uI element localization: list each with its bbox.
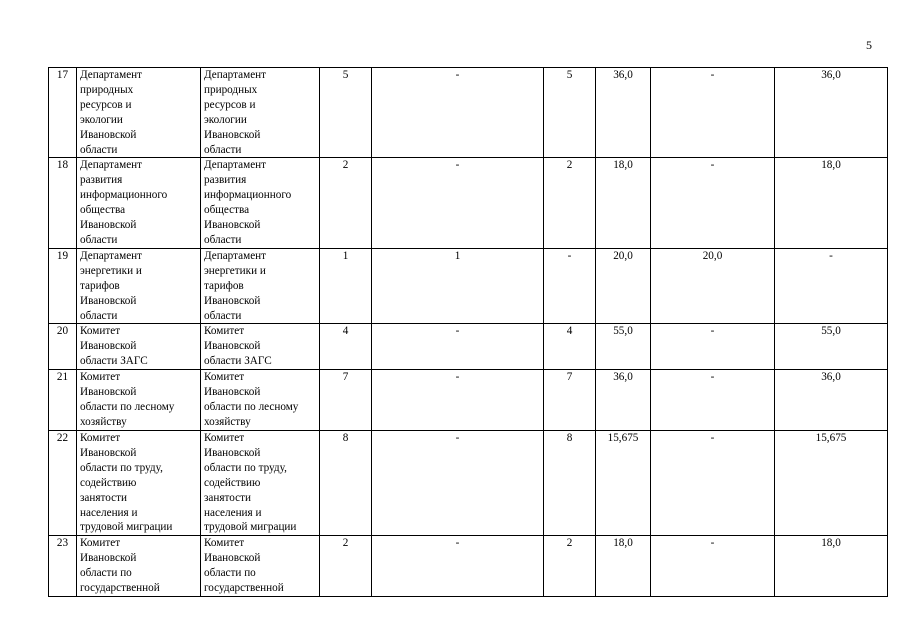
value-cell: - [372,370,544,431]
value-cell: 36,0 [775,68,888,158]
value-cell: 2 [544,158,596,248]
table-row [49,68,888,158]
authority-name: Департамент природных ресурсов и экологии Ивановской области [77,68,201,158]
value-cell: - [651,370,775,431]
value-cell: - [651,68,775,158]
value-cell: 36,0 [775,370,888,431]
value-cell: - [372,324,544,370]
table-row [49,536,888,597]
authority-name: Комитет Ивановской области по лесному хозяйству [77,370,201,431]
table-row [49,370,888,431]
page-number: 5 [866,38,872,52]
value-cell: 18,0 [596,536,651,597]
value-cell: 7 [544,370,596,431]
value-cell: 36,0 [596,370,651,431]
authority-name-recipient: Департамент природных ресурсов и экологии Ивановской области [201,68,320,158]
value-cell: 7 [320,370,372,431]
table-row [49,158,888,248]
authority-name-recipient: Комитет Ивановской области ЗАГС [201,324,320,370]
value-cell: 55,0 [596,324,651,370]
row-number: 23 [49,536,77,597]
value-cell: 18,0 [775,536,888,597]
value-cell: 4 [544,324,596,370]
authority-name: Департамент энергетики и тарифов Ивановской области [77,248,201,324]
value-cell: - [651,431,775,536]
value-cell: - [775,248,888,324]
value-cell: - [651,536,775,597]
value-cell: 5 [320,68,372,158]
authority-name: Комитет Ивановской области по государственной [77,536,201,597]
row-number: 18 [49,158,77,248]
authority-name-recipient: Департамент энергетики и тарифов Ивановской области [201,248,320,324]
table-row [49,324,888,370]
value-cell: - [372,431,544,536]
value-cell: 4 [320,324,372,370]
value-cell: 8 [544,431,596,536]
value-cell: 2 [320,158,372,248]
value-cell: - [651,324,775,370]
authority-name: Департамент развития информационного общества Ивановской области [77,158,201,248]
authority-name-recipient: Комитет Ивановской области по труду, содействию занятости населения и трудовой миграции [201,431,320,536]
value-cell: - [651,158,775,248]
value-cell: - [372,536,544,597]
value-cell: 15,675 [596,431,651,536]
value-cell: - [372,68,544,158]
value-cell: 36,0 [596,68,651,158]
value-cell: 8 [320,431,372,536]
value-cell: 2 [320,536,372,597]
allocation-table [48,67,888,597]
value-cell: 15,675 [775,431,888,536]
value-cell: 2 [544,536,596,597]
value-cell: 20,0 [596,248,651,324]
value-cell: 1 [320,248,372,324]
table-row [49,431,888,536]
value-cell: 20,0 [651,248,775,324]
value-cell: 1 [372,248,544,324]
value-cell: 18,0 [775,158,888,248]
value-cell: 55,0 [775,324,888,370]
value-cell: - [372,158,544,248]
table-row [49,248,888,324]
authority-name: Комитет Ивановской области по труду, содействию занятости населения и трудовой миграции [77,431,201,536]
authority-name-recipient: Комитет Ивановской области по государственной [201,536,320,597]
authority-name-recipient: Комитет Ивановской области по лесному хозяйству [201,370,320,431]
row-number: 21 [49,370,77,431]
value-cell: 5 [544,68,596,158]
row-number: 20 [49,324,77,370]
row-number: 17 [49,68,77,158]
value-cell: 18,0 [596,158,651,248]
authority-name-recipient: Департамент развития информационного общества Ивановской области [201,158,320,248]
row-number: 19 [49,248,77,324]
authority-name: Комитет Ивановской области ЗАГС [77,324,201,370]
value-cell: - [544,248,596,324]
row-number: 22 [49,431,77,536]
